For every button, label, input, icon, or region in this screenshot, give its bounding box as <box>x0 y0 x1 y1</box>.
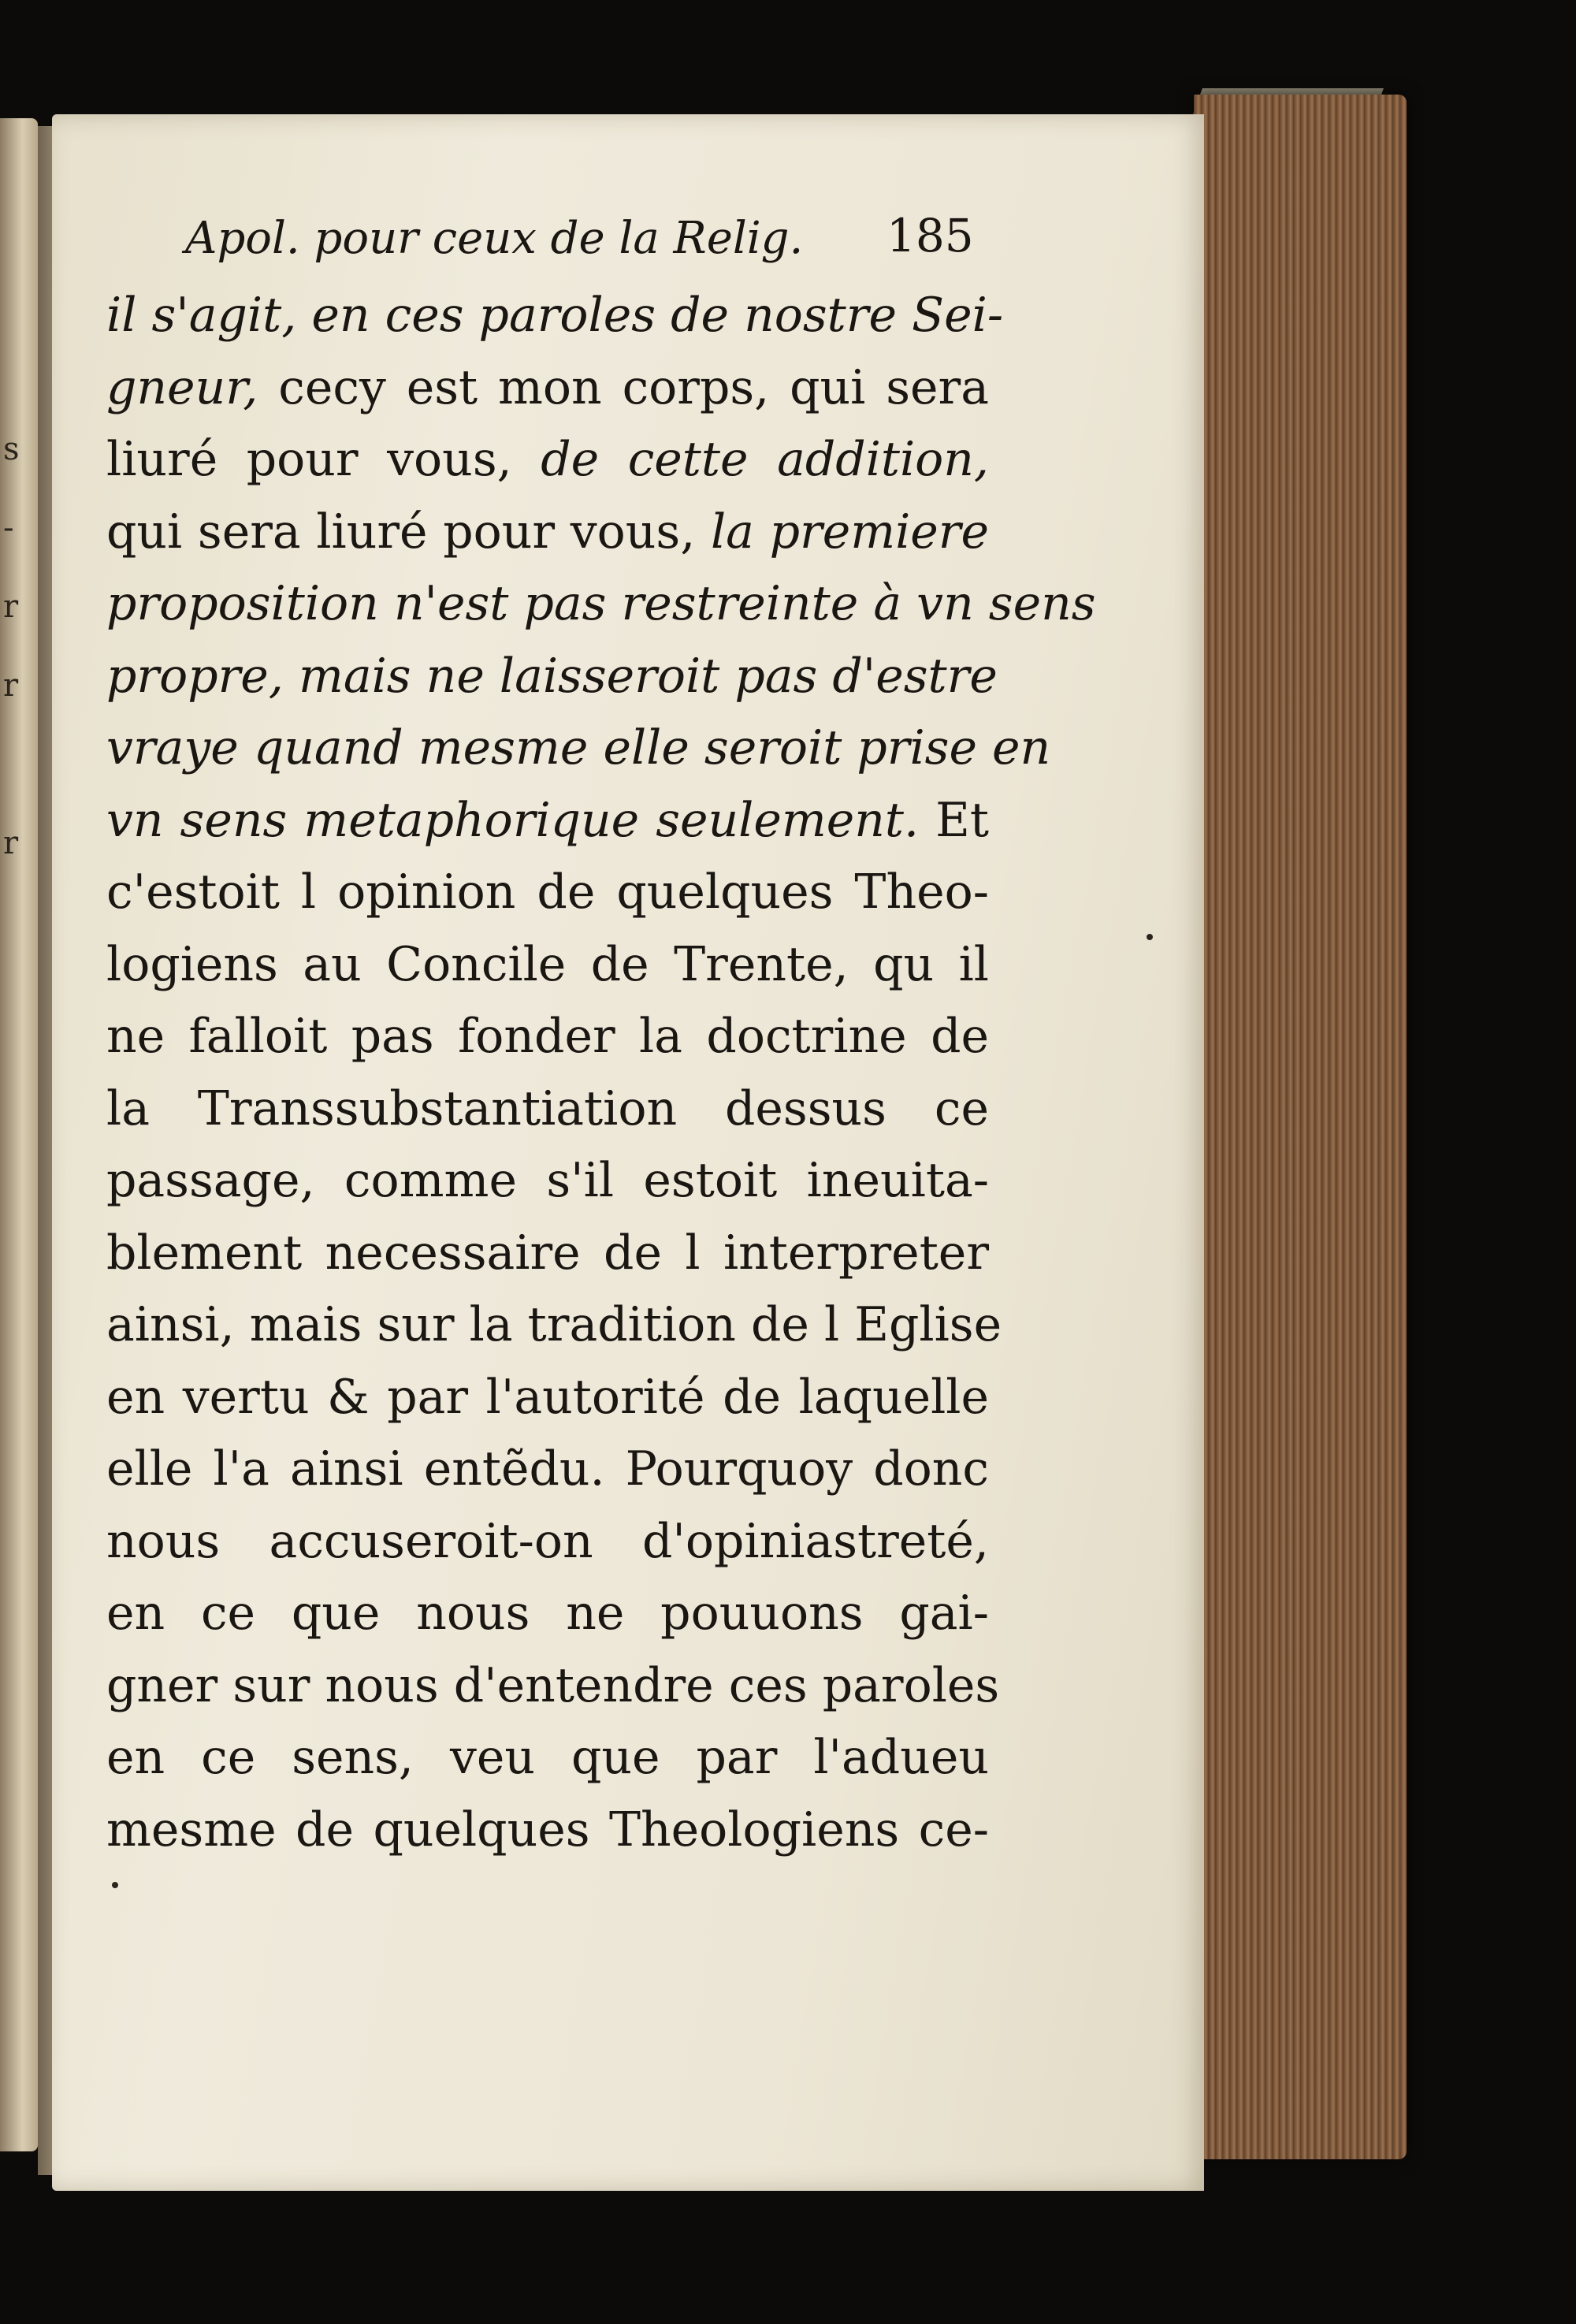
text-line <box>106 1578 989 1650</box>
text-segment: en ce que nous ne pouuons gai- <box>106 1586 989 1641</box>
text-line <box>106 424 989 496</box>
text-line <box>106 1218 989 1290</box>
text-line <box>106 1650 1000 1723</box>
text-line <box>106 1506 989 1578</box>
text-segment: de cette addition, <box>541 432 989 487</box>
text-line <box>106 929 989 1002</box>
text-segment: en ce sens, veu que par l'adueu <box>106 1730 989 1785</box>
text-line <box>106 280 1004 352</box>
facing-mark: r <box>3 667 19 704</box>
text-segment: mesme de quelques Theologiens ce- <box>106 1802 989 1857</box>
text-segment: cecy est mon corps, qui sera <box>258 359 989 415</box>
page-text-block <box>106 201 1096 1866</box>
text-segment: passage, comme s'il estoit ineuita- <box>106 1153 989 1208</box>
text-segment: la premiere <box>710 504 989 560</box>
facing-mark: - <box>3 510 14 546</box>
facing-mark: s <box>3 431 20 467</box>
text-line <box>106 1794 989 1867</box>
text-segment: Et <box>919 792 990 848</box>
text-line <box>106 1433 989 1506</box>
text-segment: propre, mais ne laisseroit pas d'estre <box>106 648 998 704</box>
text-line <box>106 1289 1002 1362</box>
text-segment: la Transsubstantiation dessus ce <box>106 1080 989 1136</box>
text-line <box>106 568 1096 641</box>
text-line <box>106 496 989 569</box>
text-line <box>106 1001 989 1073</box>
text-segment: ne falloit pas fonder la doctrine de <box>106 1009 989 1064</box>
text-line <box>106 1362 989 1434</box>
text-segment: il s'agit, en ces paroles de nostre Sei- <box>106 288 1004 343</box>
text-line <box>106 857 989 929</box>
text-segment: logiens au Concile de Trente, qu il <box>106 936 989 992</box>
text-segment: vn sens metaphorique seulement. <box>106 792 920 848</box>
text-segment: c'estoit l opinion de quelques Theo- <box>106 865 989 920</box>
facing-page-edge <box>0 118 38 2151</box>
text-segment: elle l'a ainsi entẽdu. Pourquoy donc <box>106 1441 989 1497</box>
text-line <box>106 712 1051 785</box>
ink-speck <box>112 1882 118 1888</box>
text-segment: vraye quand mesme elle seroit prise en <box>106 720 1051 775</box>
text-segment: ainsi, mais sur la tradition de l Eglise <box>106 1297 1002 1352</box>
text-line <box>106 1145 989 1218</box>
text-segment: gneur, <box>106 359 258 415</box>
page-header <box>106 201 989 280</box>
text-segment: blement necessaire de l interpreter <box>106 1225 989 1281</box>
text-segment: proposition n'est pas restreinte à vn sens <box>106 576 1096 631</box>
text-segment: nous accuseroit-on d'opiniastreté, <box>106 1513 989 1569</box>
text-segment: qui sera liuré pour vous, <box>106 504 711 560</box>
text-line <box>106 641 998 713</box>
text-segment: gner sur nous d'entendre ces paroles <box>106 1657 1000 1713</box>
book-fore-edge <box>1194 95 1407 2159</box>
running-head: Apol. pour ceux de la Relig. <box>185 213 804 264</box>
text-segment: liuré pour vous, <box>106 432 541 487</box>
text-line <box>106 352 989 425</box>
text-line <box>106 785 989 857</box>
text-segment: en vertu & par l'autorité de laquelle <box>106 1369 989 1425</box>
text-line <box>106 1722 989 1794</box>
facing-mark: r <box>3 825 19 861</box>
ink-speck <box>1147 934 1153 940</box>
facing-mark: r <box>3 589 19 625</box>
page-number: 185 <box>886 209 974 262</box>
body-text <box>106 280 1096 1866</box>
text-line <box>106 1073 989 1146</box>
